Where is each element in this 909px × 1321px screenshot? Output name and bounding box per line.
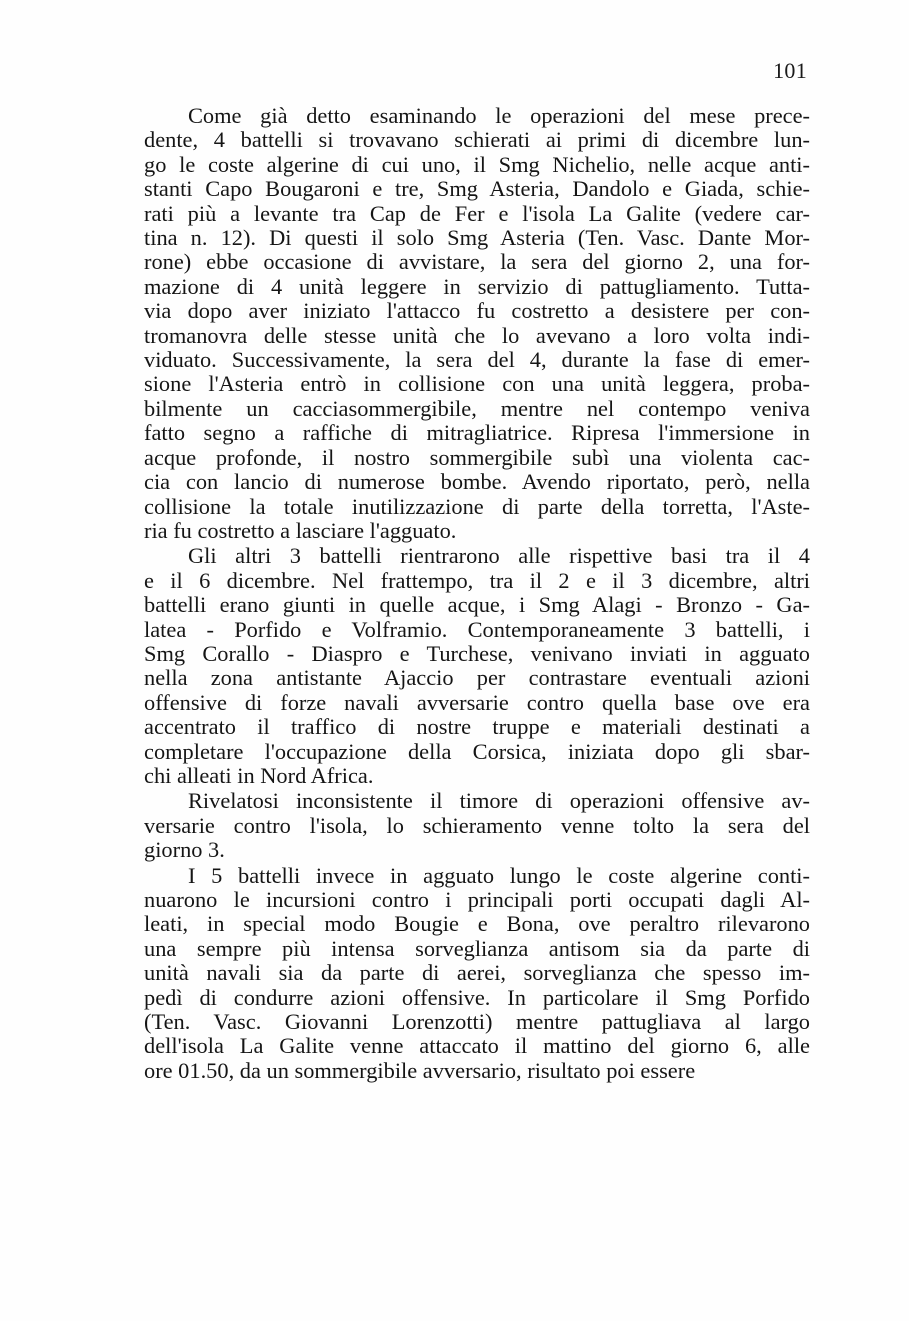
- text-line: completare l'occupazione della Corsica, iniziata dopo gli sbar-: [144, 738, 810, 764]
- text-line: stanti Capo Bougaroni e tre, Smg Asteria, Dandolo e Giada, schie-: [144, 176, 810, 202]
- text-line: Come già detto esaminando le operazioni del mese prece-: [188, 103, 810, 128]
- text-line: tina n. 12). Di questi il solo Smg Asteria (Ten. Vasc. Dante Mor-: [144, 225, 810, 251]
- text-line: nuarono le incursioni contro i principali porti occupati dagli Al-: [144, 887, 810, 912]
- text-line: ria fu costretto a lasciare l'agguato.: [144, 517, 457, 543]
- text-line: collisione la totale inutilizzazione di parte della torretta, l'Aste-: [144, 493, 810, 519]
- text-line: pedì di condurre azioni offensive. In particolare il Smg Porfido: [144, 984, 810, 1010]
- text-line: dell'isola La Galite venne attaccato il mattino del giorno 6, alle: [144, 1033, 810, 1059]
- text-line: Gli altri 3 battelli rientrarono alle rispettive basi tra il 4: [188, 543, 810, 569]
- paragraph: [144, 789, 810, 862]
- text-line: Rivelatosi inconsistente il timore di operazioni offensive av-: [188, 788, 810, 814]
- text-line: Smg Corallo - Diaspro e Turchese, venivano inviati in agguato: [144, 640, 810, 666]
- text-line: nella zona antistante Ajaccio per contrastare eventuali azioni: [144, 665, 810, 691]
- text-line: dente, 4 battelli si trovavano schierati ai primi di dicembre lun-: [144, 127, 810, 153]
- body-text: [144, 104, 810, 1083]
- text-line: una sempre più intensa sorveglianza antisom sia da parte di: [144, 935, 810, 961]
- text-line: latea - Porfido e Volframio. Contemporaneamente 3 battelli, i: [144, 616, 810, 642]
- text-line: bilmente un cacciasommergibile, mentre nel contempo veniva: [144, 395, 810, 421]
- text-line: giorno 3.: [144, 837, 225, 863]
- text-line: mazione di 4 unità leggere in servizio di pattugliamento. Tutta-: [144, 273, 810, 299]
- text-line: sione l'Asteria entrò in collisione con una unità leggera, proba-: [144, 371, 810, 397]
- text-line: rone) ebbe occasione di avvistare, la sera del giorno 2, una for-: [144, 249, 810, 275]
- paragraph: [144, 104, 810, 543]
- text-line: battelli erano giunti in quelle acque, i Smg Alagi - Bronzo - Ga-: [144, 592, 810, 618]
- text-line: acque profonde, il nostro sommergibile subì una violenta cac-: [144, 444, 810, 470]
- text-line: viduato. Successivamente, la sera del 4, durante la fase di emer-: [144, 347, 810, 373]
- text-line: chi alleati in Nord Africa.: [144, 762, 374, 788]
- text-line: (Ten. Vasc. Giovanni Lorenzotti) mentre pattugliava al largo: [144, 1009, 810, 1035]
- text-line: leati, in special modo Bougie e Bona, ove peraltro rilevarono: [144, 911, 810, 937]
- text-line: ore 01.50, da un sommergibile avversario, risultato poi essere: [144, 1057, 696, 1083]
- text-line: cia con lancio di numerose bombe. Avendo riportato, però, nella: [144, 469, 810, 495]
- text-line: accentrato il traffico di nostre truppe e materiali destinati a: [144, 714, 810, 740]
- paragraph: [144, 864, 810, 1084]
- text-line: fatto segno a raffiche di mitragliatrice. Ripresa l'immersione in: [144, 420, 810, 446]
- paragraph: [144, 544, 810, 788]
- text-line: via dopo aver iniziato l'attacco fu costretto a desistere per con-: [144, 298, 810, 324]
- text-line: go le coste algerine di cui uno, il Smg Nichelio, nelle acque anti-: [144, 151, 810, 177]
- text-line: tromanovra delle stesse unità che lo avevano a loro volta indi-: [144, 322, 810, 348]
- text-line: e il 6 dicembre. Nel frattempo, tra il 2 e il 3 dicembre, altri: [144, 567, 810, 593]
- text-line: offensive di forze navali avversarie contro quella base ove era: [144, 689, 810, 715]
- text-line: unità navali sia da parte di aerei, sorveglianza che spesso im-: [144, 960, 810, 986]
- text-line: I 5 battelli invece in agguato lungo le coste algerine conti-: [188, 862, 810, 888]
- text-line: versarie contro l'isola, lo schieramento venne tolto la sera del: [144, 812, 810, 838]
- page-number: 101: [773, 58, 807, 83]
- text-line: rati più a levante tra Cap de Fer e l'isola La Galite (vedere car-: [144, 200, 810, 226]
